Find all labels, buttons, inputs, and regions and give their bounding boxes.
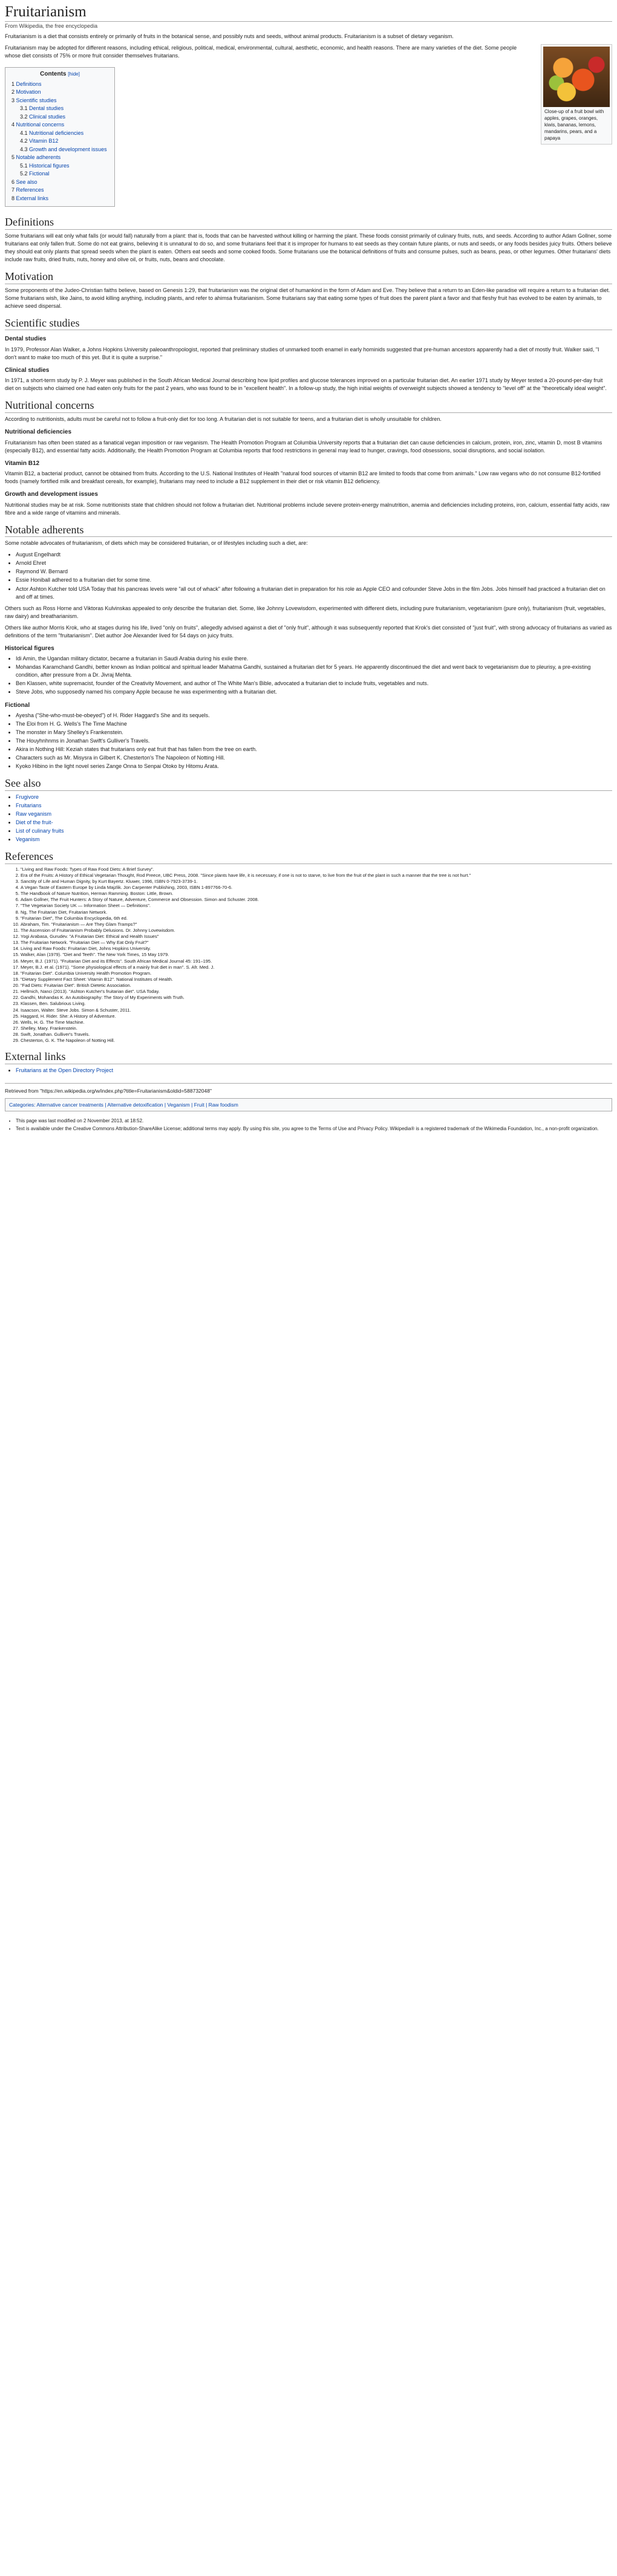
- toc-item-number: 6: [11, 178, 15, 185]
- toc-item-label[interactable]: See also: [16, 178, 38, 185]
- figure-caption: Close-up of a fruit bowl with apples, grapes, oranges, kiwis, bananas, lemons, mandarins, pears, and a papaya: [544, 109, 604, 141]
- intro-paragraph-1: Fruitarianism is a diet that consists entirely or primarily of fruits in the botanical sense, and possibly nuts and seeds, without animal products. Fruitarianism is a subset of dietary veganism.: [5, 33, 454, 40]
- historical-list: [5, 655, 612, 696]
- section-heading-motivation: Motivation: [5, 270, 612, 284]
- dental-paragraph: In 1979, Professor Alan Walker, a Johns Hopkins University paleoanthropologist, reported that preliminary studies of unmarked tooth enamel in early hominids suggested that pre-human ancestors apparently had a diet of mostly fruit. Walker said, "I don't want to make too much of this yet. But it is quite a surprise.": [5, 346, 599, 360]
- toc-item-number: 7: [11, 187, 15, 194]
- list-item: • Essie Honiball adhered to a fruitarian diet for some time.: [16, 576, 612, 584]
- fictional-list: [5, 712, 612, 770]
- toc-item[interactable]: [11, 97, 108, 105]
- nutrition-intro: According to nutritionists, adults must be careful not to follow a fruit-only diet for too long. A fruitarian diet is not suitable for teens, and a fruitarian diet is wholly unsuitable for children.: [5, 415, 442, 422]
- toc-item[interactable]: [11, 113, 108, 122]
- reference-item: 25. Haggard, H. Rider. She: A History of Adventure.: [21, 1013, 612, 1020]
- intro-paragraph-2: Fruitarianism may be adopted for different reasons, including ethical, religious, political, medical, environmental, cultural, aesthetic, economic, and health reasons. There are many varieties of the diet. Some people whose diet consists of 75% or more fruit consider themselves fruitarians.: [5, 45, 517, 59]
- list-item: • Akira in Nothing Hill: Keziah states that fruitarians only eat fruit that has fallen from the tree on earth.: [16, 746, 612, 753]
- footer: [5, 1117, 612, 1132]
- categories-box: [5, 1098, 612, 1111]
- toc-item-label[interactable]: Definitions: [16, 80, 42, 87]
- toc-item-label[interactable]: External links: [16, 195, 49, 201]
- deficiencies-paragraph: Fruitarianism has often been stated as a fanatical vegan imposition or raw veganism. The Health Promotion Program at Columbia University reports that a fruitarian diet can cause deficiencies in calcium, protein, iron, zinc, vitamin D, most B vitamins (especially B12), and essential fatty acids. Additionally, the Health Promotion Program at Columbia reports that food restrictions in general may lead to hunger, cravings, food obsessions, social disruptions, and social isolation.: [5, 439, 602, 454]
- toc-item-label[interactable]: Dental studies: [29, 105, 64, 112]
- reference-item: 5. The Handbook of Nature Nutrition, Herman Ramming. Boston: Little, Brown.: [21, 891, 612, 897]
- reference-item: 21. Hellmich, Nanci (2013). "Ashton Kutcher's fruitarian diet". USA Today.: [21, 989, 612, 995]
- toc-item[interactable]: [11, 162, 108, 171]
- external-link[interactable]: Fruitarians at the Open Directory Project: [16, 1067, 114, 1073]
- reference-item: 28. Swift, Jonathan. Gulliver's Travels.: [21, 1032, 612, 1038]
- see-also-list: [5, 793, 612, 844]
- toc-item-number: 3.1: [20, 105, 28, 112]
- reference-item: 14. Living and Raw Foods: Fruitarian Diet, Johns Hopkins University.: [21, 946, 612, 952]
- toc-item-label[interactable]: Notable adherents: [16, 154, 61, 161]
- reference-item: 16. Meyer, B.J. (1971). "Fruitarian Diet and its Effects". South African Medical Journal 45: 191–195.: [21, 958, 612, 964]
- toc-item-number: 4.2: [20, 138, 28, 145]
- see-also-link[interactable]: Raw veganism: [16, 810, 52, 817]
- adherents-more: Others such as Ross Horne and Viktoras Kulvinskas appealed to only describe the fruitarian diet. Some, like Johnny Lovewisdom, experimented with different diets, including pure fruitarianism, vegetarianism (pure only), fruitarianism (fruit, vegetables, raw dairy) and breatharianism.: [5, 605, 606, 619]
- toc-item-label[interactable]: Historical figures: [29, 162, 70, 169]
- reference-item: 15. Walker, Alan (1979). "Diet and Teeth". The New York Times, 15 May 1979.: [21, 952, 612, 958]
- toc-list: [11, 80, 108, 203]
- article: [0, 0, 617, 1133]
- list-item: • Idi Amin, the Ugandan military dictator, became a fruitarian in Saudi Arabia during his exile there.: [16, 655, 612, 663]
- toc-item-label[interactable]: Vitamin B12: [29, 138, 59, 145]
- categories-label[interactable]: Categories:: [9, 1102, 36, 1108]
- reference-item: 10. Abraham, Tim. "Fruitarianism — Are They Glam Tramps?": [21, 922, 612, 928]
- toc-hide-link[interactable]: [hide]: [68, 71, 80, 77]
- list-item: • The Houyhnhnms in Jonathan Swift's Gulliver's Travels.: [16, 737, 612, 745]
- growth-paragraph: Nutritional studies may be at risk. Some nutritionists state that children should not follow a fruitarian diet. Nutritional problems include severe protein-energy malnutrition, anemia and deficiencies including proteins, iron, calcium, essential fatty acids, raw fibre and a wide range of vitamins and minerals.: [5, 501, 610, 516]
- toc-item[interactable]: [11, 105, 108, 113]
- fruit-bowl-figure[interactable]: [541, 44, 612, 145]
- see-also-link[interactable]: List of culinary fruits: [16, 828, 64, 834]
- reference-item: 13. The Fruitarian Network. "Fruitarian Diet — Why Eat Only Fruit?": [21, 940, 612, 946]
- b12-paragraph: Vitamin B12, a bacterial product, cannot be obtained from fruits. According to the U.S. National Institutes of Health "natural food sources of vitamin B12 are limited to foods that come from animals." Low raw vegans who do not consume B12-fortified foods (namely fortified milk and breakfast cereals, for example), fruitarians may need to include a B12 supplement in their diet or risk vitamin B12 deficiency.: [5, 470, 601, 485]
- page-title: Fruitarianism: [5, 2, 612, 22]
- toc-item-number: 3.2: [20, 113, 28, 120]
- toc-item[interactable]: [11, 137, 108, 146]
- reference-item: 6. Adam Gollner, The Fruit Hunters: A Story of Nature, Adventure, Commerce and Obsession. Simon and Schuster. 2008.: [21, 897, 612, 903]
- list-item: • Actor Ashton Kutcher told USA Today that his pancreas levels were "all out of whack" after following a fruitarian diet in preparation for his role as Apple CEO and cofounder Steve Jobs in the film Jobs. Jobs himself had practiced a fruitarian diet on and off at times.: [16, 585, 612, 601]
- section-heading-nutrition: Nutritional concerns: [5, 398, 612, 413]
- section-heading-definitions: Definitions: [5, 215, 612, 230]
- footer-last-modified: • This page was last modified on 2 November 2013, at 18:52.: [16, 1117, 612, 1125]
- reference-item: 18. "Fruitarian Diet". Columbia University Health Promotion Program.: [21, 971, 612, 977]
- toc-item[interactable]: [11, 88, 108, 97]
- reference-item: 4. A Vegan Taste of Eastern Europe by Linda Majzlik. Jon Carpenter Publishing, 2003, ISBN 1-897766-70-6.: [21, 885, 612, 891]
- section-heading-adherents: Notable adherents: [5, 523, 612, 538]
- definitions-paragraph: Some fruitarians will eat only what falls (or would fall) naturally from a plant: that is, foods that can be harvested without killing or harming the plant. These foods consist primarily of culinary fruits, nuts, and seeds. According to author Adam Gollner, some fruitarians eat only fallen fruit. Some do not eat grains, believing it is unnatural to do so, and some fruitarians feel that it is improper for humans to eat seeds as they contain future plants, or nuts and seeds, or any foods besides juicy fruits. Others believe they should eat only plants that spread seeds when the plant is eaten. Others eat seeds and some cooked foods. Some fruitarians use the botanical definitions of fruits and consume pulses, such as beans, peas, or other legumes. Other fruitarians' diets include raw fruits, dried fruits, nuts, honey and olive oil, or fruits, nuts, beans and chocolate.: [5, 232, 612, 263]
- toc-item-label[interactable]: Fictional: [29, 171, 50, 177]
- retrieved-from: Retrieved from "https://en.wikipedia.org/w/index.php?title=Fruitarianism&oldid=588732048": [5, 1087, 212, 1094]
- section-heading-see-also: See also: [5, 776, 612, 791]
- toc-title: Contents: [40, 71, 67, 78]
- reference-item: 19. "Dietary Supplement Fact Sheet: Vitamin B12". National Institutes of Health.: [21, 977, 612, 983]
- list-item: • Arnold Ehret: [16, 559, 612, 567]
- toc-item[interactable]: [11, 121, 108, 129]
- section-heading-references: References: [5, 850, 612, 864]
- list-item: • The Eloi from H. G. Wells's The Time Machine: [16, 720, 612, 728]
- external-links-list: [5, 1067, 612, 1075]
- reference-item: 11. The Ascension of Fruitarianism Probably Delusions. Dr. Johnny Lovewisdom.: [21, 928, 612, 934]
- reference-item: 26. Wells, H. G. The Time Machine.: [21, 1020, 612, 1026]
- toc-item-label[interactable]: Growth and development issues: [29, 146, 107, 152]
- subheading-dental: Dental studies: [5, 336, 47, 343]
- toc-item-number: 8: [11, 195, 15, 201]
- toc-item[interactable]: [11, 186, 108, 195]
- toc-item-number: 5.2: [20, 171, 28, 177]
- reference-item: 20. "Fad Diets: Fruitarian Diet". British Dietetic Association.: [21, 983, 612, 989]
- subheading-b12: Vitamin B12: [5, 460, 40, 467]
- subheading-fictional: Fictional: [5, 701, 30, 709]
- toc-item-number: 3: [11, 97, 15, 103]
- toc-item[interactable]: [11, 195, 108, 203]
- toc-item-number: 5: [11, 154, 15, 161]
- see-also-link[interactable]: Frugivore: [16, 793, 39, 800]
- subheading-historical: Historical figures: [5, 645, 54, 652]
- list-item: • Raymond W. Bernard: [16, 568, 612, 576]
- references-list: [5, 867, 612, 1044]
- subheading-deficiencies: Nutritional deficiencies: [5, 429, 72, 435]
- clinical-paragraph: In 1971, a short-term study by P. J. Meyer was published in the South African Medical Journal describing how lipid profiles and glucose tolerances improved on a particular fruitarian diet. An earlier 1971 study by Meyer tested a 20-pound-per-day fruit diet on subjects who claimed one had eaten only fruits for the past 2 years, who was found to be in "excellent health". In a follow-up study, the high initial weights of overweight subjects showed a tendency to "level off" at the "theoretically ideal weight".: [5, 377, 607, 392]
- reference-item: 8. Ng, The Fruitarian Diet, Fruitarian Network.: [21, 909, 612, 916]
- reference-item: 24. Isaacson, Walter. Steve Jobs. Simon & Schuster, 2011.: [21, 1007, 612, 1013]
- toc-item-number: 2: [11, 89, 15, 96]
- categories-links[interactable]: Alternative cancer treatments | Alternative detoxification | Veganism | Fruit | Raw foodism: [36, 1102, 238, 1108]
- reference-item: 12. Yogi Arabasa, Gurudev. "A Fruitarian Diet: Ethical and Health Issues": [21, 934, 612, 940]
- list-item: • Mohandas Karamchand Gandhi, better known as Indian political and spiritual leader Mahatma Gandhi, sustained a fruitarian diet for 5 years. He apparently discontinued the diet and went back to vegetarianism due to pleurisy, a pre-existing condition, after pressure from a Dr. Jivraj Mehta.: [16, 663, 612, 679]
- toc-item[interactable]: [11, 80, 108, 89]
- toc-item-label[interactable]: Nutritional concerns: [16, 122, 65, 128]
- toc-item-number: 4.1: [20, 129, 28, 136]
- adherents-list: [5, 551, 612, 600]
- see-also-link[interactable]: Fruitarians: [16, 802, 42, 808]
- adherents-intro: Some notable advocates of fruitarianism, of diets which may be considered fruitarian, or of lifestyles including such a diet, are:: [5, 540, 308, 547]
- reference-item: 3. Sanctity of Life and Human Dignity, by Kurt Bayertz. Kluwer, 1996, ISBN 0-7923-3739-1.: [21, 879, 612, 885]
- toc-item-label[interactable]: Nutritional deficiencies: [29, 129, 84, 136]
- divider: [5, 1083, 612, 1084]
- table-of-contents: [5, 67, 115, 207]
- toc-item[interactable]: [11, 129, 108, 138]
- subheading-growth: Growth and development issues: [5, 491, 98, 498]
- toc-item-label[interactable]: Motivation: [16, 89, 41, 96]
- section-heading-external-links: External links: [5, 1050, 612, 1064]
- toc-item-label[interactable]: Clinical studies: [29, 113, 66, 120]
- reference-item: 2. Era of the Fruits: A History of Ethical Vegetarian Thought, Rod Preece, UBC Press, 2008. "Since plants have life, it is necessary, if one is not to starve, to live from the fruit of the plant in such a manner that the tree is not hurt.": [21, 873, 612, 879]
- list-item: • Ben Klassen, white supremacist, founder of the Creativity Movement, and author of The White Man's Bible, advocated a fruitarian diet to include fruits, vegetables and nuts.: [16, 680, 612, 688]
- list-item: • The monster in Mary Shelley's Frankenstein.: [16, 729, 612, 737]
- footer-license: • Text is available under the Creative Commons Attribution-ShareAlike License; additional terms may apply. By using this site, you agree to the Terms of Use and Privacy Policy. Wikipedia® is a registered trademark of the Wikimedia Foundation, Inc., a non-profit organization.: [16, 1125, 612, 1133]
- reference-item: 1. "Living and Raw Foods: Types of Raw Food Diets: A Brief Survey".: [21, 867, 612, 873]
- fruit-bowl-image[interactable]: [543, 47, 610, 107]
- toc-item[interactable]: [11, 170, 108, 178]
- reference-item: 9. "Fruitarian Diet", The Columbia Encyclopedia, 6th ed.: [21, 916, 612, 922]
- reference-item: 22. Gandhi, Mohandas K. An Autobiography: The Story of My Experiments with Truth.: [21, 995, 612, 1001]
- section-heading-scientific: Scientific studies: [5, 316, 612, 331]
- toc-item-label[interactable]: References: [16, 187, 44, 194]
- toc-item-number: 5.1: [20, 162, 28, 169]
- toc-item-number: 1: [11, 80, 15, 87]
- page-subtitle: From Wikipedia, the free encyclopedia: [5, 23, 98, 30]
- list-item: • Ayesha ("She-who-must-be-obeyed") of H. Rider Haggard's She and its sequels.: [16, 712, 612, 720]
- toc-item-label[interactable]: Scientific studies: [16, 97, 57, 103]
- adherents-more-2: Others like author Morris Krok, who at stages during his life, lived "only on fruits", allegedly advised against a diet of "only fruit", although it was subsequently reported that Krok's diet consisted of "just fruit", with strong advocacy of fruitarians as varied as definitions of the term "fruitarianism". Diet author Joe Alexander lived for 54 days on juicy fruits.: [5, 624, 612, 639]
- toc-item[interactable]: [11, 146, 108, 154]
- list-item: • Characters such as Mr. Misysra in Gilbert K. Chesterton's The Napoleon of Notting Hill.: [16, 754, 612, 762]
- reference-item: 29. Chesterton, G. K. The Napoleon of Notting Hill.: [21, 1038, 612, 1044]
- toc-item[interactable]: [11, 154, 108, 162]
- reference-item: 17. Meyer, B.J. et al. (1971). "Some physiological effects of a mainly fruit diet in man". S. Afr. Med. J.: [21, 964, 612, 971]
- list-item: • August Engelhardt: [16, 551, 612, 559]
- reference-item: 23. Klassen, Ben. Salubrious Living.: [21, 1001, 612, 1007]
- see-also-link[interactable]: Veganism: [16, 836, 40, 843]
- see-also-link[interactable]: Diet of the fruit-: [16, 819, 53, 825]
- toc-item-number: 4.3: [20, 146, 28, 152]
- subheading-clinical: Clinical studies: [5, 366, 50, 374]
- list-item: • Steve Jobs, who supposedly named his company Apple because he was experimenting with a fruitarian diet.: [16, 688, 612, 696]
- toc-item[interactable]: [11, 178, 108, 187]
- list-item: • Kyoko Hibino in the light novel series Zange Onna to Senpai Otoko by Hitomu Arata.: [16, 763, 612, 770]
- motivation-paragraph: Some proponents of the Judeo-Christian faiths believe, based on Genesis 1:29, that fruitarianism was the original diet of humankind in the form of Adam and Eve. They believe that a return to an Eden-like paradise will require a return to a fruitarian diet. Some fruitarians wish, like Jains, to avoid killing anything, including plants, and refer to ahimsa fruitarianism. Some fruitarians say that eating some types of fruit does the parent plant a favor and that fleshy fruit has evolved to be eaten by animals, to achieve seed dispersal.: [5, 287, 610, 309]
- reference-item: 27. Shelley, Mary. Frankenstein.: [21, 1026, 612, 1032]
- toc-item-number: 4: [11, 122, 15, 128]
- reference-item: 7. "The Vegetarian Society UK — Information Sheet — Definitions".: [21, 903, 612, 909]
